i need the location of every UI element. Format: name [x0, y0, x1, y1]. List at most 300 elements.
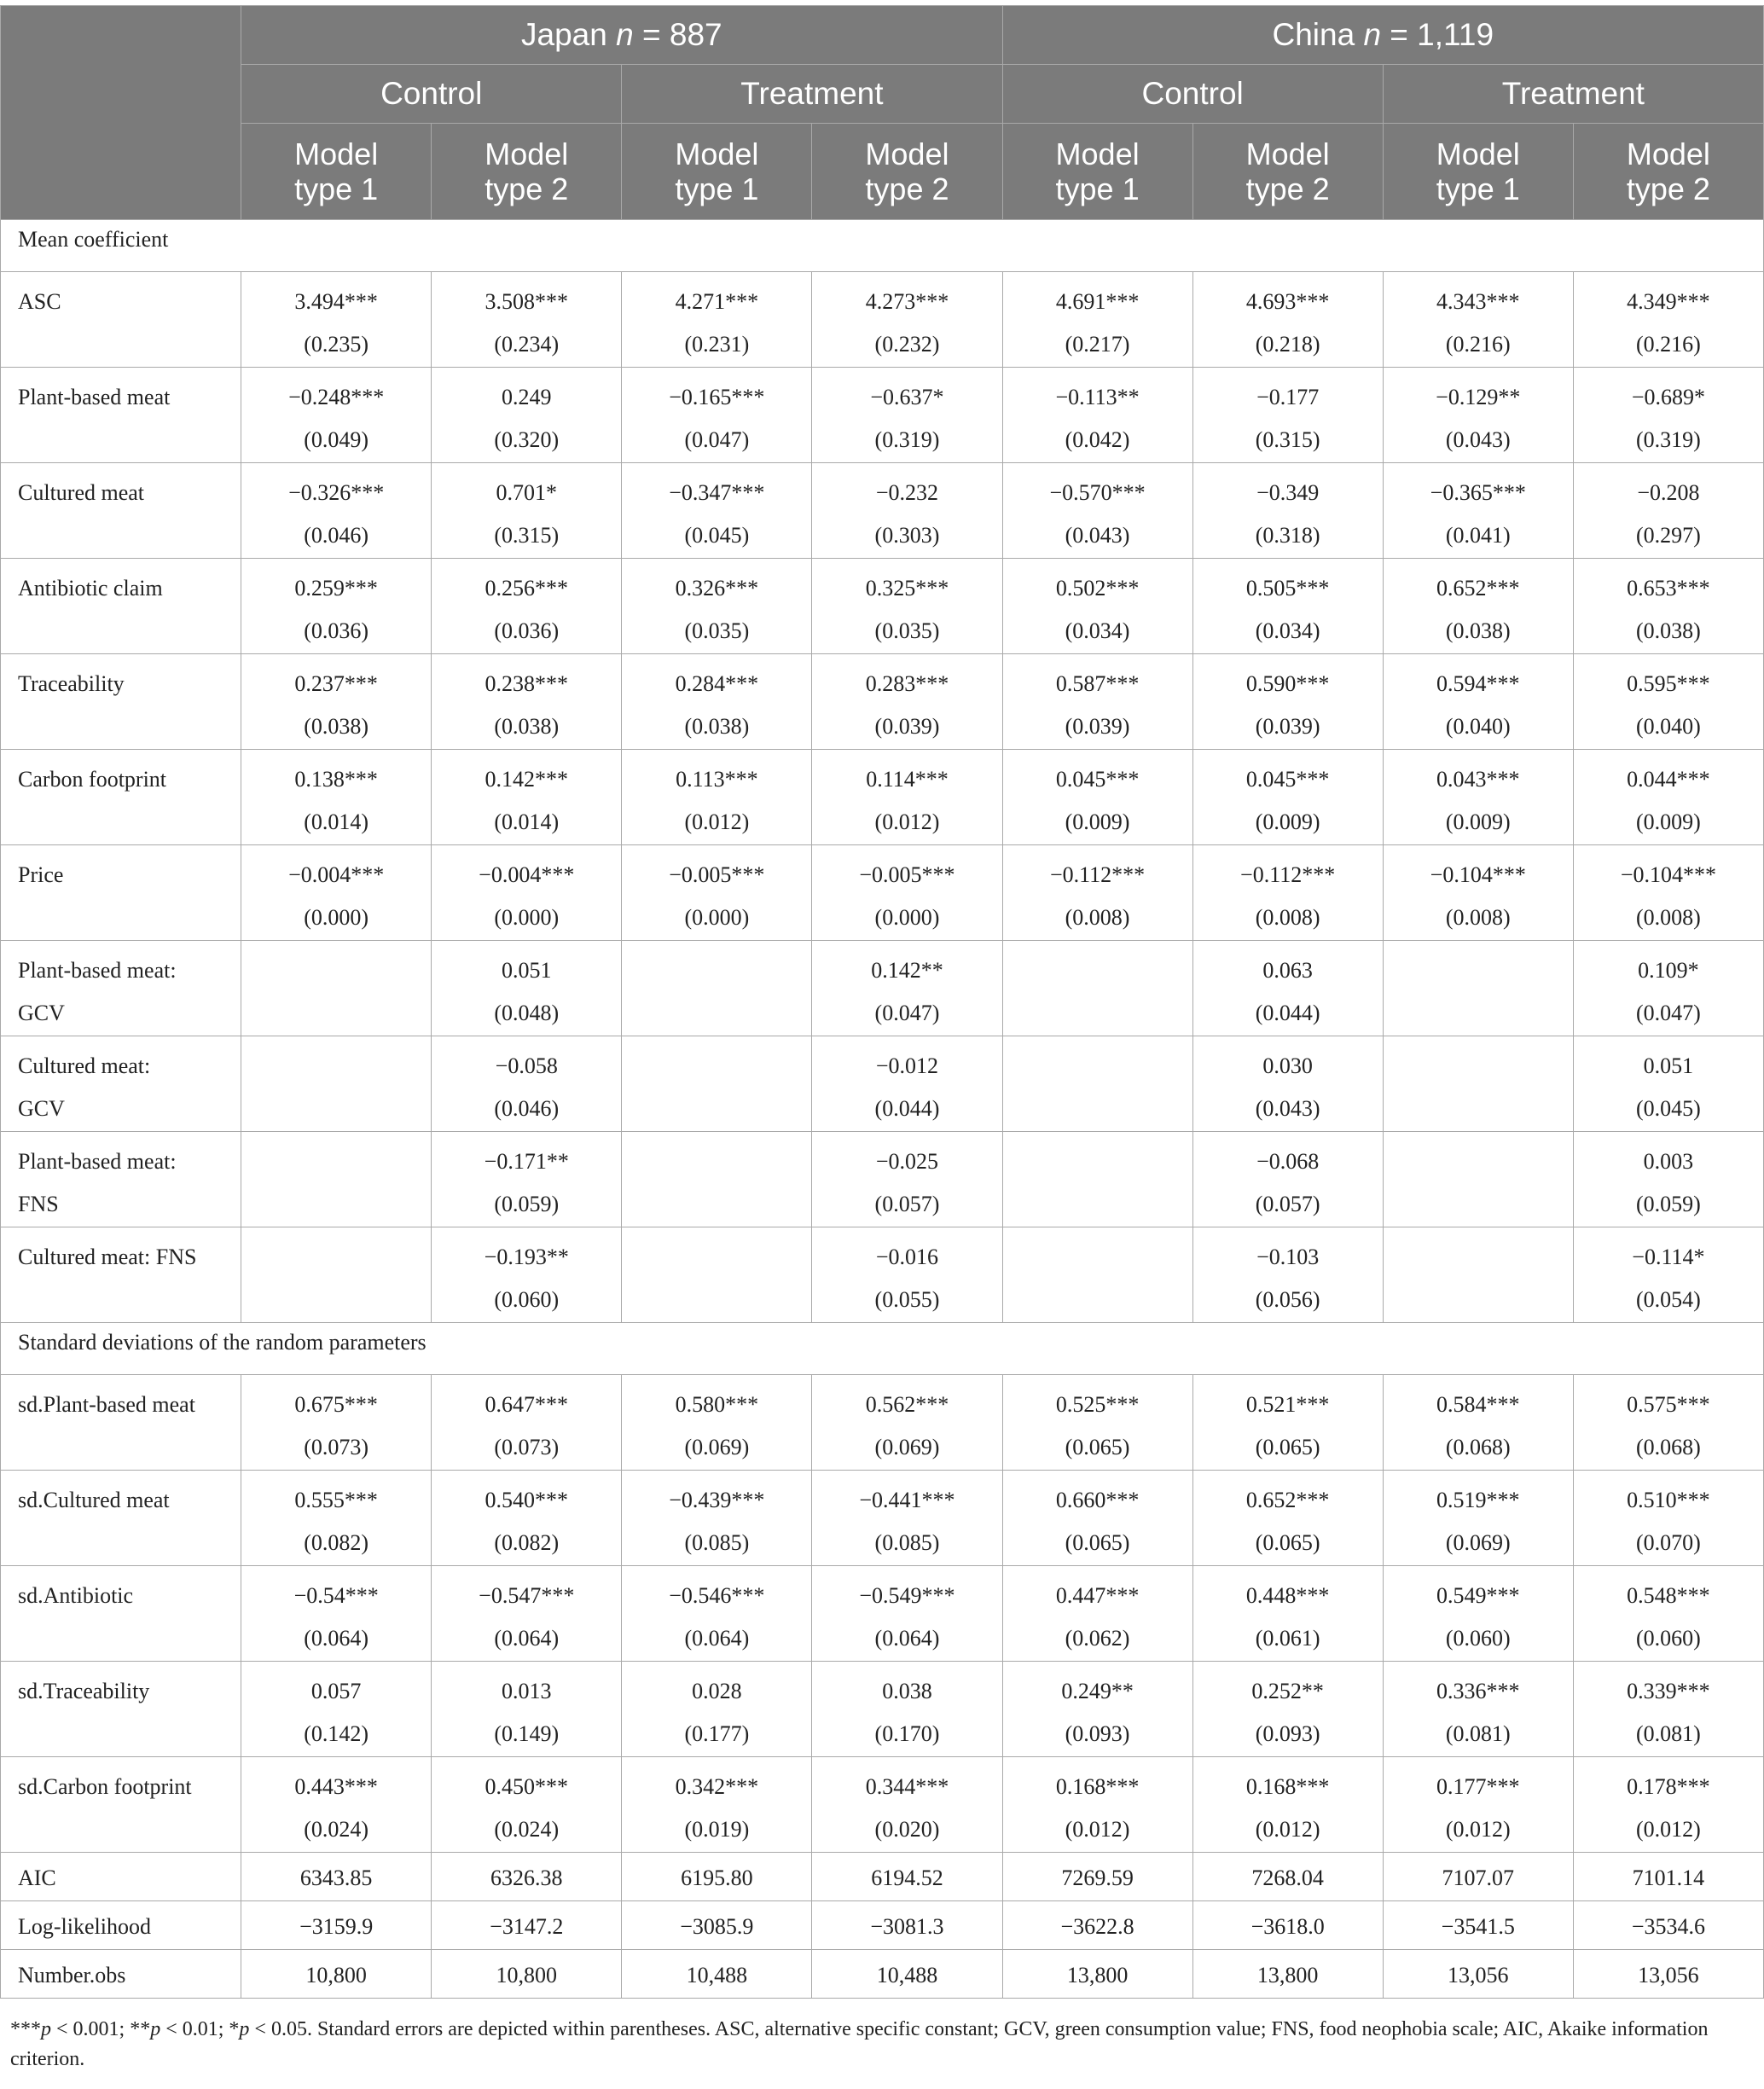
- standard-error: (0.038): [1635, 618, 1701, 643]
- row-label: [1, 1757, 241, 1853]
- coefficient: 7107.07: [1442, 1866, 1514, 1890]
- coefficient: 0.525***: [1055, 1392, 1140, 1417]
- standard-error: (0.014): [304, 809, 369, 834]
- value-cell: [622, 1471, 812, 1566]
- standard-error: (0.068): [1635, 1435, 1701, 1459]
- table-row: [1, 368, 1764, 463]
- header-model-type-1: Model type 1: [241, 124, 432, 220]
- standard-error: (0.012): [1255, 1817, 1320, 1842]
- value-cell: [1573, 1471, 1763, 1566]
- value-cell: [1002, 845, 1192, 941]
- coefficient: −0.441***: [859, 1488, 955, 1512]
- coefficient: 0.249**: [1061, 1679, 1134, 1703]
- value-cell: [1383, 1901, 1573, 1950]
- coefficient: 0.252**: [1251, 1679, 1324, 1703]
- coefficient: 0.562***: [865, 1392, 949, 1417]
- standard-error: (0.081): [1445, 1721, 1511, 1746]
- standard-error: (0.045): [684, 523, 750, 548]
- row-label: [1, 1375, 241, 1471]
- coefficient: −0.114*: [1632, 1245, 1705, 1269]
- value-cell: [1573, 1950, 1763, 1999]
- value-cell: [241, 1227, 432, 1323]
- value-cell: [1192, 559, 1383, 654]
- standard-error: (0.073): [494, 1435, 560, 1459]
- row-label: [1, 1662, 241, 1757]
- coefficient: 0.590***: [1245, 671, 1330, 696]
- value-cell: [1573, 1227, 1763, 1323]
- coefficient: 10,488: [686, 1963, 748, 1987]
- value-cell: [1383, 750, 1573, 845]
- value-cell: [1573, 941, 1763, 1036]
- coefficient: −0.104***: [1620, 862, 1716, 887]
- section-heading: Standard deviations of the random parameters: [1, 1323, 1764, 1375]
- value-cell: [1573, 750, 1763, 845]
- row-label-line: Antibiotic claim: [18, 576, 163, 601]
- value-cell: [1383, 1950, 1573, 1999]
- value-cell: [812, 1853, 1002, 1901]
- coefficient: 13,800: [1256, 1963, 1319, 1987]
- coefficient: 0.344***: [865, 1774, 949, 1799]
- value-cell: [1192, 1901, 1383, 1950]
- coefficient: 0.502***: [1055, 576, 1140, 601]
- standard-error: (0.000): [874, 905, 940, 930]
- coefficient: 0.249: [502, 385, 552, 409]
- standard-error: (0.064): [684, 1626, 750, 1651]
- coefficient: 7268.04: [1251, 1866, 1324, 1890]
- coefficient: −3159.9: [299, 1914, 374, 1939]
- coefficient: −3081.3: [870, 1914, 944, 1939]
- value-cell: [622, 1566, 812, 1662]
- coefficient: −3534.6: [1631, 1914, 1705, 1939]
- value-cell: [1002, 463, 1192, 559]
- value-cell: [622, 941, 812, 1036]
- value-cell: [432, 1757, 622, 1853]
- standard-error: (0.297): [1635, 523, 1701, 548]
- coefficient: −0.326***: [288, 480, 385, 505]
- value-cell: [432, 1662, 622, 1757]
- value-cell: [812, 1132, 1002, 1227]
- value-cell: [1383, 1471, 1573, 1566]
- coefficient: −0.004***: [288, 862, 385, 887]
- standard-error: (0.036): [304, 618, 369, 643]
- value-cell: [622, 463, 812, 559]
- coefficient: 6343.85: [299, 1866, 373, 1890]
- standard-error: (0.093): [1065, 1721, 1130, 1746]
- standard-error: (0.045): [1635, 1096, 1701, 1121]
- row-label: [1, 1566, 241, 1662]
- coefficient: −0.005***: [669, 862, 765, 887]
- value-cell: [241, 941, 432, 1036]
- coefficient: −0.129**: [1436, 385, 1521, 409]
- value-cell: [432, 1566, 622, 1662]
- value-cell: [1383, 1662, 1573, 1757]
- coefficient: 0.168***: [1245, 1774, 1330, 1799]
- standard-error: (0.044): [1255, 1001, 1320, 1025]
- standard-error: (0.008): [1635, 905, 1701, 930]
- results-table: [0, 5, 1764, 1999]
- coefficient: 0.342***: [675, 1774, 759, 1799]
- standard-error: (0.036): [494, 618, 560, 643]
- value-cell: [812, 1375, 1002, 1471]
- coefficient: −0.025: [875, 1149, 939, 1174]
- table-body: [1, 220, 1764, 1999]
- header-china-treatment: Treatment: [1383, 65, 1763, 124]
- standard-error: (0.065): [1255, 1435, 1320, 1459]
- value-cell: [622, 1132, 812, 1227]
- coefficient: −0.208: [1637, 480, 1700, 505]
- standard-error: (0.069): [1445, 1530, 1511, 1555]
- value-cell: [812, 272, 1002, 368]
- value-cell: [812, 845, 1002, 941]
- value-cell: [1192, 1853, 1383, 1901]
- section-row: [1, 1323, 1764, 1375]
- value-cell: [622, 750, 812, 845]
- coefficient: 10,800: [496, 1963, 558, 1987]
- value-cell: [1002, 1566, 1192, 1662]
- standard-error: (0.042): [1065, 427, 1130, 452]
- value-cell: [622, 654, 812, 750]
- row-label-line: Carbon footprint: [18, 767, 167, 792]
- value-cell: [1002, 1950, 1192, 1999]
- coefficient: 0.043***: [1436, 767, 1520, 792]
- row-label-line: sd.Carbon footprint: [18, 1774, 192, 1799]
- coefficient: 4.343***: [1436, 289, 1520, 314]
- value-cell: [241, 272, 432, 368]
- standard-error: (0.049): [304, 427, 369, 452]
- standard-error: (0.068): [1445, 1435, 1511, 1459]
- standard-error: (0.038): [494, 714, 560, 739]
- coefficient: 0.168***: [1055, 1774, 1140, 1799]
- standard-error: (0.170): [874, 1721, 940, 1746]
- coefficient: −3147.2: [490, 1914, 564, 1939]
- standard-error: (0.020): [874, 1817, 940, 1842]
- value-cell: [1573, 1036, 1763, 1132]
- standard-error: (0.043): [1065, 523, 1130, 548]
- table-header: [1, 6, 1764, 220]
- standard-error: (0.024): [304, 1817, 369, 1842]
- value-cell: [432, 1375, 622, 1471]
- standard-error: (0.008): [1255, 905, 1320, 930]
- coefficient: −0.112***: [1049, 862, 1146, 887]
- standard-error: (0.319): [874, 427, 940, 452]
- coefficient: 0.675***: [294, 1392, 378, 1417]
- standard-error: (0.000): [304, 905, 369, 930]
- value-cell: [432, 1950, 622, 1999]
- standard-error: (0.232): [874, 332, 940, 357]
- standard-error: (0.048): [494, 1001, 560, 1025]
- standard-error: (0.038): [304, 714, 369, 739]
- coefficient: 0.114***: [866, 767, 949, 792]
- standard-error: (0.014): [494, 809, 560, 834]
- value-cell: [622, 845, 812, 941]
- standard-error: (0.319): [1635, 427, 1701, 452]
- table-row: [1, 1901, 1764, 1950]
- table-row: [1, 1566, 1764, 1662]
- coefficient: 0.238***: [485, 671, 569, 696]
- coefficient: −0.347***: [669, 480, 765, 505]
- coefficient: −0.546***: [669, 1583, 765, 1608]
- coefficient: 4.691***: [1055, 289, 1140, 314]
- value-cell: [1192, 368, 1383, 463]
- value-cell: [1573, 1132, 1763, 1227]
- value-cell: [432, 750, 622, 845]
- value-cell: [241, 1853, 432, 1901]
- value-cell: [812, 368, 1002, 463]
- value-cell: [432, 559, 622, 654]
- coefficient: 0.443***: [294, 1774, 378, 1799]
- coefficient: 0.178***: [1627, 1774, 1710, 1799]
- value-cell: [1192, 1757, 1383, 1853]
- coefficient: −0.549***: [859, 1583, 955, 1608]
- coefficient: −3085.9: [680, 1914, 754, 1939]
- standard-error: (0.040): [1445, 714, 1511, 739]
- coefficient: −0.165***: [669, 385, 765, 409]
- table-row: [1, 1662, 1764, 1757]
- coefficient: 13,056: [1638, 1963, 1699, 1987]
- coefficient: 0.045***: [1245, 767, 1330, 792]
- row-label: [1, 654, 241, 750]
- coefficient: 0.339***: [1627, 1679, 1710, 1703]
- value-cell: [812, 1901, 1002, 1950]
- value-cell: [1192, 272, 1383, 368]
- value-cell: [1192, 1132, 1383, 1227]
- value-cell: [1192, 654, 1383, 750]
- coefficient: 0.051: [1643, 1053, 1694, 1078]
- coefficient: −0.103: [1256, 1245, 1320, 1269]
- value-cell: [432, 1853, 622, 1901]
- coefficient: −0.232: [875, 480, 939, 505]
- coefficient: 0.063: [1262, 958, 1313, 983]
- standard-error: (0.047): [1635, 1001, 1701, 1025]
- standard-error: (0.047): [874, 1001, 940, 1025]
- coefficient: −3541.5: [1441, 1914, 1515, 1939]
- coefficient: 0.028: [692, 1679, 742, 1703]
- coefficient: 0.142**: [871, 958, 943, 983]
- coefficient: −0.248***: [288, 385, 385, 409]
- coefficient: −0.012: [875, 1053, 939, 1078]
- standard-error: (0.024): [494, 1817, 560, 1842]
- value-cell: [622, 1227, 812, 1323]
- coefficient: −0.004***: [479, 862, 575, 887]
- value-cell: [1383, 654, 1573, 750]
- value-cell: [1573, 463, 1763, 559]
- value-cell: [241, 1662, 432, 1757]
- coefficient: 0.660***: [1055, 1488, 1140, 1512]
- standard-error: (0.320): [494, 427, 560, 452]
- value-cell: [1573, 272, 1763, 368]
- coefficient: 0.283***: [865, 671, 949, 696]
- value-cell: [1573, 1901, 1763, 1950]
- coefficient: 0.580***: [675, 1392, 759, 1417]
- value-cell: [1002, 1375, 1192, 1471]
- standard-error: (0.041): [1445, 523, 1511, 548]
- value-cell: [241, 1566, 432, 1662]
- header-model-type-2: Model type 2: [1573, 124, 1763, 220]
- standard-error: (0.009): [1445, 809, 1511, 834]
- row-label-line: sd.Antibiotic: [18, 1583, 134, 1608]
- coefficient: −0.637*: [870, 385, 944, 409]
- standard-error: (0.009): [1255, 809, 1320, 834]
- coefficient: 0.701*: [496, 480, 558, 505]
- row-label-line: AIC: [18, 1866, 56, 1890]
- coefficient: 7101.14: [1632, 1866, 1705, 1890]
- coefficient: 0.109*: [1638, 958, 1699, 983]
- standard-error: (0.060): [1635, 1626, 1701, 1651]
- value-cell: [1002, 1227, 1192, 1323]
- standard-error: (0.060): [1445, 1626, 1511, 1651]
- table-row: [1, 1471, 1764, 1566]
- standard-error: (0.012): [1635, 1817, 1701, 1842]
- standard-error: (0.046): [304, 523, 369, 548]
- value-cell: [812, 1036, 1002, 1132]
- coefficient: 10,488: [876, 1963, 938, 1987]
- standard-error: (0.082): [494, 1530, 560, 1555]
- row-label-line: FNS: [18, 1192, 59, 1216]
- row-label-line: sd.Cultured meat: [18, 1488, 170, 1512]
- row-label-line: Price: [18, 862, 64, 887]
- coefficient: 0.652***: [1436, 576, 1520, 601]
- standard-error: (0.057): [1255, 1192, 1320, 1216]
- standard-error: (0.034): [1065, 618, 1130, 643]
- row-label: [1, 1132, 241, 1227]
- coefficient: 0.519***: [1436, 1488, 1520, 1512]
- value-cell: [241, 654, 432, 750]
- coefficient: 0.584***: [1436, 1392, 1520, 1417]
- value-cell: [812, 941, 1002, 1036]
- standard-error: (0.039): [1255, 714, 1320, 739]
- value-cell: [1573, 559, 1763, 654]
- coefficient: 0.505***: [1245, 576, 1330, 601]
- row-label: [1, 463, 241, 559]
- value-cell: [241, 1950, 432, 1999]
- standard-error: (0.043): [1445, 427, 1511, 452]
- coefficient: 4.693***: [1245, 289, 1330, 314]
- standard-error: (0.082): [304, 1530, 369, 1555]
- table-row: [1, 941, 1764, 1036]
- standard-error: (0.065): [1255, 1530, 1320, 1555]
- coefficient: 3.508***: [485, 289, 569, 314]
- value-cell: [241, 368, 432, 463]
- coefficient: 0.256***: [485, 576, 569, 601]
- coefficient: 0.548***: [1627, 1583, 1710, 1608]
- table-row: [1, 1950, 1764, 1999]
- coefficient: 0.447***: [1055, 1583, 1140, 1608]
- coefficient: 0.575***: [1627, 1392, 1710, 1417]
- standard-error: (0.060): [494, 1287, 560, 1312]
- value-cell: [1192, 845, 1383, 941]
- coefficient: −0.54***: [293, 1583, 379, 1608]
- coefficient: 0.448***: [1245, 1583, 1330, 1608]
- coefficient: 0.038: [882, 1679, 932, 1703]
- value-cell: [812, 1566, 1002, 1662]
- value-cell: [1383, 559, 1573, 654]
- row-label: [1, 750, 241, 845]
- standard-error: (0.059): [1635, 1192, 1701, 1216]
- standard-error: (0.012): [874, 809, 940, 834]
- coefficient: −0.570***: [1049, 480, 1146, 505]
- header-model-type-2: Model type 2: [812, 124, 1002, 220]
- coefficient: −0.113**: [1055, 385, 1140, 409]
- coefficient: 0.549***: [1436, 1583, 1520, 1608]
- standard-error: (0.231): [684, 332, 750, 357]
- row-label-line: sd.Traceability: [18, 1679, 150, 1703]
- coefficient: −0.349: [1256, 480, 1320, 505]
- coefficient: 13,056: [1448, 1963, 1509, 1987]
- value-cell: [812, 1757, 1002, 1853]
- standard-error: (0.073): [304, 1435, 369, 1459]
- table-row: [1, 1375, 1764, 1471]
- value-cell: [1573, 1566, 1763, 1662]
- standard-error: (0.000): [494, 905, 560, 930]
- coefficient: 0.540***: [485, 1488, 569, 1512]
- row-label-line: sd.Plant-based meat: [18, 1392, 195, 1417]
- row-label: [1, 1227, 241, 1323]
- header-japan-treatment: Treatment: [622, 65, 1002, 124]
- standard-error: (0.038): [684, 714, 750, 739]
- row-label: [1, 1950, 241, 1999]
- row-label-line: Plant-based meat:: [18, 1149, 177, 1174]
- row-label: [1, 272, 241, 368]
- standard-error: (0.069): [684, 1435, 750, 1459]
- value-cell: [432, 1227, 622, 1323]
- standard-error: (0.303): [874, 523, 940, 548]
- value-cell: [812, 750, 1002, 845]
- value-cell: [1002, 1662, 1192, 1757]
- standard-error: (0.035): [684, 618, 750, 643]
- coefficient: 0.142***: [485, 767, 569, 792]
- row-label: [1, 941, 241, 1036]
- value-cell: [1002, 1853, 1192, 1901]
- coefficient: 4.273***: [865, 289, 949, 314]
- coefficient: −0.177: [1256, 385, 1320, 409]
- value-cell: [1192, 1471, 1383, 1566]
- value-cell: [1573, 1757, 1763, 1853]
- value-cell: [622, 1950, 812, 1999]
- standard-error: (0.065): [1065, 1435, 1130, 1459]
- coefficient: 6326.38: [490, 1866, 563, 1890]
- value-cell: [1192, 1950, 1383, 1999]
- row-label: [1, 559, 241, 654]
- value-cell: [1192, 941, 1383, 1036]
- coefficient: −0.058: [495, 1053, 558, 1078]
- standard-error: (0.035): [874, 618, 940, 643]
- value-cell: [1383, 941, 1573, 1036]
- coefficient: 10,800: [305, 1963, 367, 1987]
- coefficient: 0.450***: [485, 1774, 569, 1799]
- value-cell: [1002, 272, 1192, 368]
- standard-error: (0.038): [1445, 618, 1511, 643]
- coefficient: −0.005***: [859, 862, 955, 887]
- standard-error: (0.043): [1255, 1096, 1320, 1121]
- coefficient: −0.016: [875, 1245, 939, 1269]
- coefficient: 0.647***: [485, 1392, 569, 1417]
- coefficient: 0.555***: [294, 1488, 378, 1512]
- coefficient: 6195.80: [681, 1866, 753, 1890]
- standard-error: (0.216): [1635, 332, 1701, 357]
- coefficient: 0.521***: [1245, 1392, 1330, 1417]
- value-cell: [1383, 463, 1573, 559]
- coefficient: −3622.8: [1060, 1914, 1134, 1939]
- coefficient: −0.547***: [479, 1583, 575, 1608]
- standard-error: (0.012): [1065, 1817, 1130, 1842]
- value-cell: [432, 941, 622, 1036]
- value-cell: [622, 272, 812, 368]
- value-cell: [241, 463, 432, 559]
- value-cell: [241, 1471, 432, 1566]
- value-cell: [432, 845, 622, 941]
- header-model-type-2: Model type 2: [1192, 124, 1383, 220]
- value-cell: [622, 1757, 812, 1853]
